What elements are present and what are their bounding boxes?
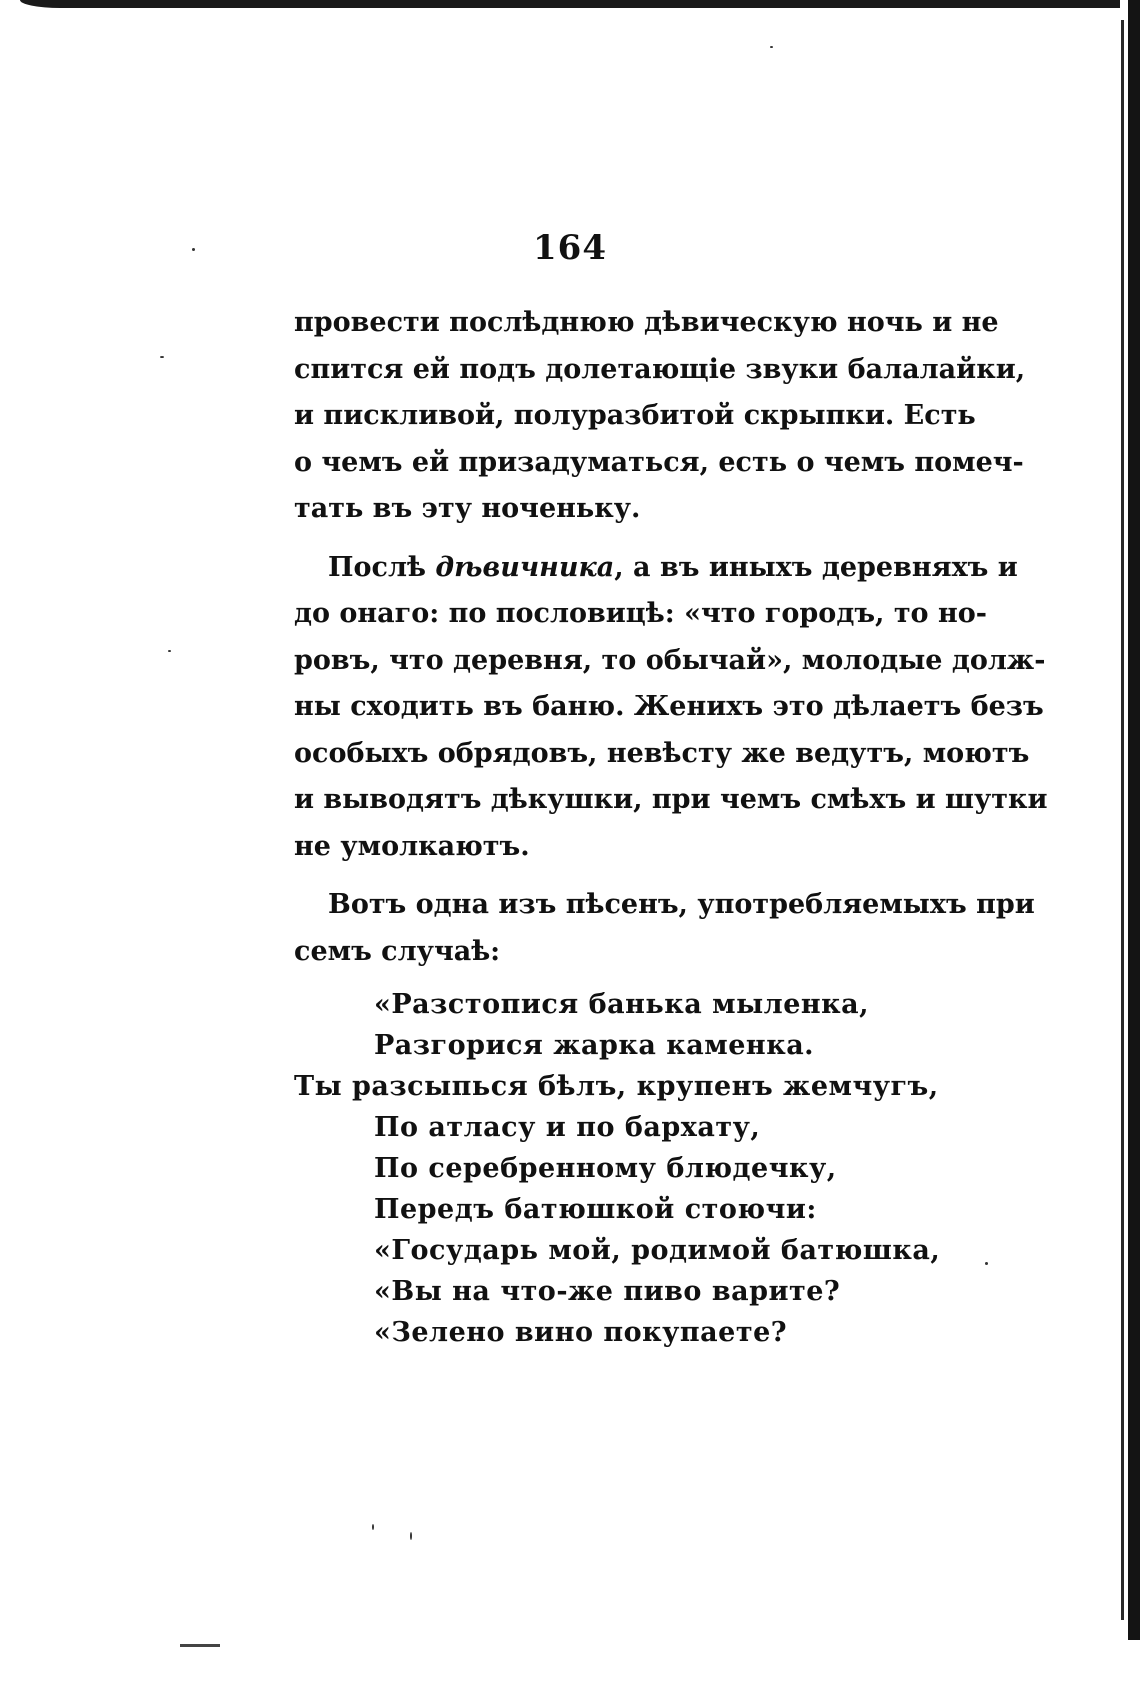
italic-term: дѣвичника [435, 551, 615, 583]
verse-line: «Зелено вино покупаете? [374, 1317, 788, 1348]
scan-speck [770, 46, 773, 48]
verse-line: Передъ батюшкой стоючи: [374, 1194, 817, 1225]
text-line: ны сходить въ баню. Женихъ это дѣлаетъ безъ [294, 691, 1044, 722]
body-text [294, 300, 1048, 987]
scan-speck [168, 650, 171, 652]
text-line: и пискливой, полуразбитой скрыпки. Есть [294, 400, 976, 431]
page-number: 164 [533, 228, 607, 268]
verse-line: Разгорися жарка каменка. [374, 1030, 815, 1061]
verse-line: «Государь мой, родимой батюшка, [374, 1235, 941, 1266]
text-line: спится ей подъ долетающіе звуки балалайки, [294, 353, 1026, 385]
text-line: провести послѣднюю дѣвическую ночь и не [294, 307, 999, 338]
text-line: тать въ эту ноченьку. [294, 493, 641, 524]
text-segment: , а въ иныхъ деревняхъ и [614, 551, 1018, 583]
scan-speck [160, 356, 164, 358]
paragraph-2 [294, 545, 1048, 871]
verse-line: «Разстопися банька мыленка, [374, 989, 870, 1020]
text-line: семъ случаѣ: [294, 935, 501, 967]
scan-edge-top [20, 0, 1120, 8]
paragraph-3 [294, 882, 1035, 975]
text-line: Вотъ одна изъ пѣсенъ, употребляемыхъ при [328, 889, 1035, 920]
scan-speck [985, 1262, 988, 1265]
song-verse [294, 984, 954, 1353]
text-line: до онаго: по пословицѣ: «что городъ, то но- [294, 598, 987, 629]
scan-mark-bottom [180, 1644, 220, 1647]
verse-line: По серебренному блюдечку, [374, 1153, 837, 1184]
text-line: ровъ, что деревня, то обычай», молодые долж- [294, 644, 1046, 676]
verse-line: Ты разсыпься бѣлъ, крупенъ жемчугъ, [294, 1071, 939, 1102]
text-line: и выводятъ дѣкушки, при чемъ смѣхъ и шутки [294, 784, 1048, 815]
scan-speck [372, 1524, 374, 1530]
verse-line: По атласу и по бархату, [374, 1112, 761, 1143]
text-line: особыхъ обрядовъ, невѣсту же ведутъ, моютъ [294, 737, 1030, 769]
scan-speck [410, 1532, 412, 1540]
paragraph-1 [294, 300, 1026, 533]
text-line: не умолкаютъ. [294, 830, 530, 862]
text-line: о чемъ ей призадуматься, есть о чемъ помеч- [294, 446, 1024, 478]
text-line-first [294, 545, 1018, 592]
text-segment: Послѣ [328, 551, 436, 583]
verse-line: «Вы на что-же пиво варите? [374, 1276, 841, 1307]
